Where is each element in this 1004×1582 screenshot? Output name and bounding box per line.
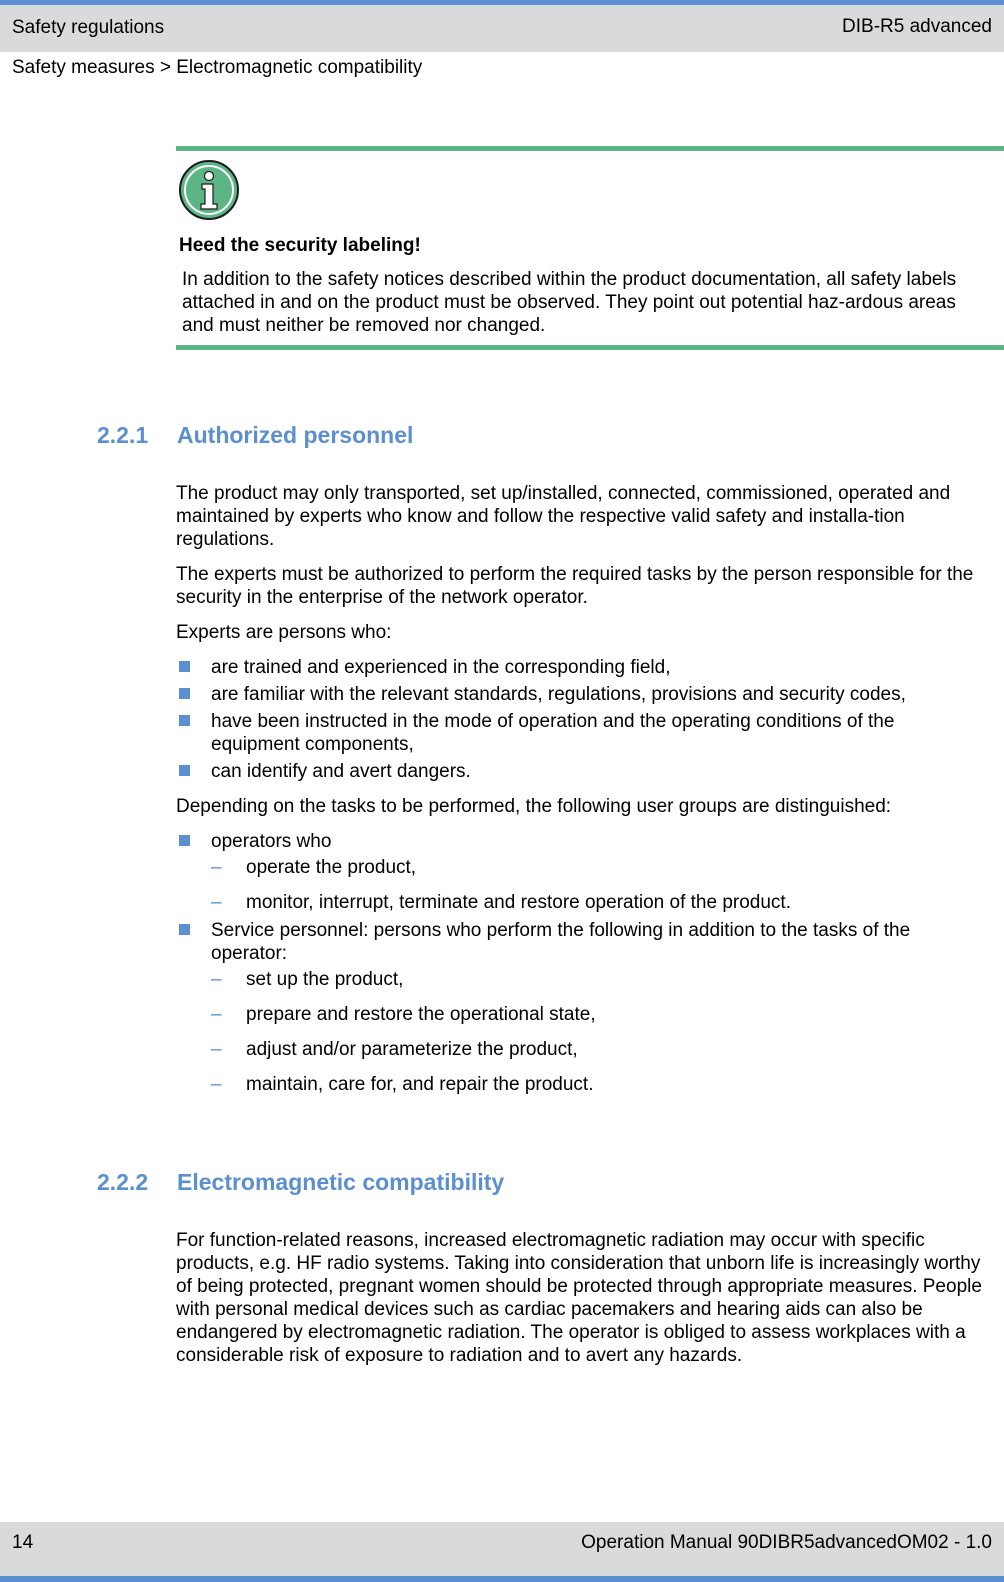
section-title: Electromagnetic compatibility [177,1169,505,1195]
dash-glyph: – [211,1074,222,1095]
bullet-square-icon [179,924,190,935]
dash-glyph: – [211,892,222,913]
bullet-square-icon [179,715,190,726]
document-id: Operation Manual 90DIBR5advancedOM02 - 1.0 [581,1532,992,1553]
notice-title: Heed the security labeling! [179,235,421,256]
paragraph: The experts must be authorized to perform the required tasks by the person responsible for the security in the enterprise of the network operator. [176,564,974,608]
dash-glyph: – [211,1004,222,1025]
info-icon [178,159,240,221]
breadcrumb: Safety measures > Electromagnetic compatibility [12,57,423,78]
dash-glyph: – [211,857,222,878]
page-number: 14 [12,1532,34,1553]
header-product: DIB-R5 advanced [842,16,992,37]
section-heading-authorized-personnel [97,422,413,449]
paragraph: Experts are persons who: [176,622,392,643]
bullet-square-icon [179,765,190,776]
section-number: 2.2.1 [97,422,149,448]
page-header [0,0,1004,52]
bullet-square-icon [179,688,190,699]
header-chapter: Safety regulations [12,17,165,38]
section-number: 2.2.2 [97,1169,149,1195]
section-title: Authorized personnel [177,422,414,448]
notice-text: In addition to the safety notices described within the product documentation, all safety labels attached in and on the product must be observed. They point out potential haz-ardous areas and must neither be removed nor changed. [182,269,957,336]
bullet-square-icon [179,835,190,846]
notice-box [176,146,1004,350]
paragraph: Depending on the tasks to be performed, the following user groups are distinguished: [176,796,892,817]
dash-glyph: – [211,969,222,990]
paragraph: For function-related reasons, increased electromagnetic radiation may occur with specific products, e.g. HF radio systems. Taking into consideration that unborn life is increasingly worthy of being protected, pregnant women should be protected through appropriate measures. People with personal medical devices such as cardiac pacemakers and hearing aids can also be endangered by electromagnetic radiation. The operator is obliged to assess workplaces with a considerable risk of exposure to radiation and to avert any hazards. [176,1230,982,1366]
bullet-square-icon [179,661,190,672]
page-footer [0,1522,1004,1582]
paragraph: The product may only transported, set up/installed, connected, commissioned, operated and maintained by experts who know and follow the respective valid safety and installa-tion regulations. [176,483,951,550]
dash-glyph: – [211,1039,222,1060]
section-heading-electromagnetic-compatibility [97,1169,504,1196]
